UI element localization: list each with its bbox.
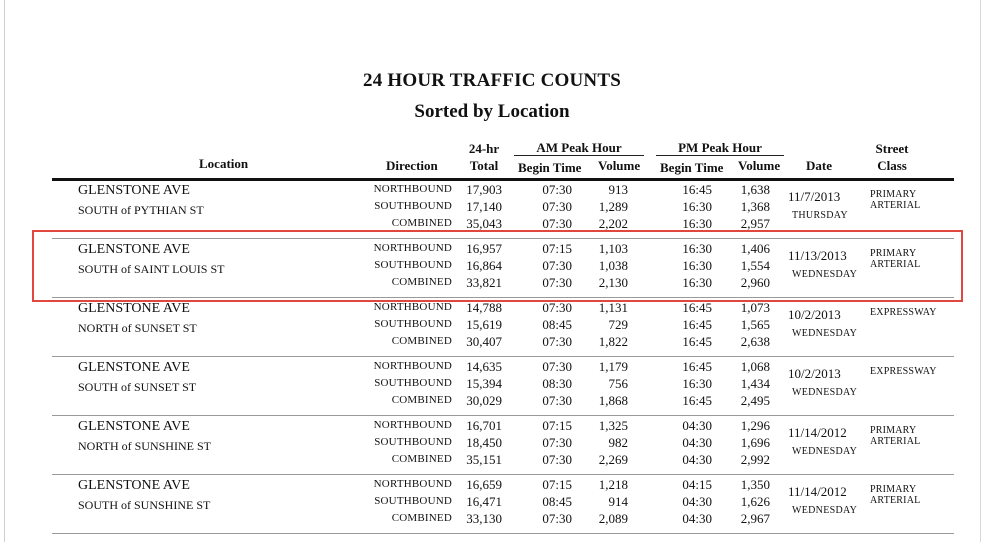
total-value: 14,635 (466, 359, 502, 374)
pm-volume: 1,296 (740, 418, 770, 433)
direction-label: NORTHBOUND (373, 301, 452, 313)
pm-volume: 2,495 (740, 393, 770, 408)
am-begin-time: 07:30 (542, 393, 572, 408)
pm-volume: 1,638 (740, 182, 770, 197)
direction-label: SOUTHBOUND (374, 318, 452, 330)
am-volume: 1,289 (598, 199, 628, 214)
am-volume: 1,131 (598, 300, 628, 315)
am-volume: 982 (608, 435, 628, 450)
pm-begin-time: 16:45 (682, 334, 712, 349)
pm-begin-time: 16:45 (682, 317, 712, 332)
header-total-line1: 24-hr (468, 141, 500, 156)
highlight-box (32, 230, 963, 302)
header-pm-begin-time: Begin Time (660, 160, 724, 175)
street-class-line1: PRIMARY (870, 248, 917, 259)
table-row (52, 299, 954, 355)
am-volume: 2,130 (598, 275, 628, 290)
street-class-line2: ARTERIAL (870, 259, 921, 270)
direction-label: SOUTHBOUND (374, 436, 452, 448)
street-class (870, 189, 920, 211)
street-class (870, 484, 920, 506)
am-begin-time: 07:15 (542, 241, 572, 256)
total-value: 18,450 (466, 435, 502, 450)
header-am-volume: Volume (598, 158, 641, 173)
location-cross-street: SOUTH of SAINT LOUIS ST (78, 262, 225, 276)
pm-begin-time: 16:30 (682, 275, 712, 290)
count-day: WEDNESDAY (792, 505, 858, 516)
am-volume: 913 (608, 182, 628, 197)
table-row (52, 417, 954, 473)
record-separator (52, 356, 954, 357)
am-begin-time: 07:30 (542, 199, 572, 214)
header-total-line2: Total (469, 158, 499, 173)
location-cross-street: NORTH of SUNSHINE ST (78, 439, 211, 453)
am-begin-time: 07:30 (542, 258, 572, 273)
table-row (52, 476, 954, 532)
direction-label: COMBINED (391, 512, 452, 524)
pm-volume: 1,350 (740, 477, 770, 492)
am-volume: 729 (608, 317, 628, 332)
street-class-line2: ARTERIAL (870, 436, 921, 447)
pm-begin-time: 04:30 (682, 435, 712, 450)
pm-begin-time: 16:30 (682, 199, 712, 214)
pm-volume: 1,068 (740, 359, 770, 374)
pm-volume: 2,960 (740, 275, 770, 290)
count-date: 11/14/2012 (788, 484, 847, 499)
am-begin-time: 07:15 (542, 418, 572, 433)
direction-label: COMBINED (391, 453, 452, 465)
total-value: 16,957 (466, 241, 502, 256)
total-value: 16,659 (466, 477, 502, 492)
street-class-line1: PRIMARY (870, 189, 917, 200)
total-value: 16,864 (466, 258, 502, 273)
total-value: 17,903 (466, 182, 502, 197)
header-date: Date (806, 158, 832, 173)
count-day: WEDNESDAY (792, 387, 858, 398)
am-volume: 914 (608, 494, 628, 509)
am-volume: 1,179 (598, 359, 628, 374)
am-begin-time: 07:30 (542, 359, 572, 374)
count-day: WEDNESDAY (792, 446, 858, 457)
total-value: 14,788 (466, 300, 502, 315)
pm-begin-time: 16:45 (682, 182, 712, 197)
direction-label: COMBINED (391, 276, 452, 288)
count-date: 10/2/2013 (788, 307, 841, 322)
am-volume: 2,089 (598, 511, 628, 526)
am-peak-underline (514, 155, 644, 156)
pm-begin-time: 04:30 (682, 418, 712, 433)
direction-label: COMBINED (391, 335, 452, 347)
total-value: 16,701 (466, 418, 502, 433)
am-begin-time: 07:15 (542, 477, 572, 492)
pm-begin-time: 04:30 (682, 511, 712, 526)
header-pm-peak: PM Peak Hour (678, 140, 762, 155)
location-cross-street: NORTH of SUNSET ST (78, 321, 197, 335)
header-am-peak: AM Peak Hour (536, 140, 622, 155)
count-date: 11/14/2012 (788, 425, 847, 440)
pm-begin-time: 16:30 (682, 376, 712, 391)
am-volume: 2,269 (598, 452, 628, 467)
direction-label: NORTHBOUND (373, 183, 452, 195)
location-street: GLENSTONE AVE (78, 419, 190, 434)
location-street: GLENSTONE AVE (78, 478, 190, 493)
pm-peak-underline (656, 155, 784, 156)
am-begin-time: 08:30 (542, 376, 572, 391)
report-subtitle: Sorted by Location (414, 101, 570, 122)
table-row (52, 181, 954, 237)
direction-label: COMBINED (391, 217, 452, 229)
header-am-begin-time: Begin Time (518, 160, 582, 175)
count-date: 11/7/2013 (788, 189, 841, 204)
am-volume: 1,868 (598, 393, 628, 408)
direction-label: SOUTHBOUND (374, 495, 452, 507)
am-volume: 1,822 (598, 334, 628, 349)
pm-volume: 1,626 (740, 494, 770, 509)
am-begin-time: 08:45 (542, 494, 572, 509)
direction-label: NORTHBOUND (373, 419, 452, 431)
am-begin-time: 07:30 (542, 435, 572, 450)
am-begin-time: 07:30 (542, 334, 572, 349)
header-direction: Direction (386, 158, 438, 173)
am-begin-time: 08:45 (542, 317, 572, 332)
pm-volume: 2,957 (740, 216, 770, 231)
location-street: GLENSTONE AVE (78, 301, 190, 316)
location-cross-street: SOUTH of SUNSET ST (78, 380, 197, 394)
direction-label: NORTHBOUND (373, 478, 452, 490)
street-class-line1: EXPRESSWAY (870, 307, 937, 318)
direction-label: NORTHBOUND (373, 242, 452, 254)
am-begin-time: 07:30 (542, 300, 572, 315)
total-value: 33,130 (466, 511, 502, 526)
total-value: 30,029 (466, 393, 502, 408)
am-volume: 1,218 (598, 477, 628, 492)
pm-volume: 1,368 (740, 199, 770, 214)
total-value: 30,407 (466, 334, 502, 349)
street-class (870, 366, 937, 377)
am-volume: 1,103 (598, 241, 628, 256)
pm-begin-time: 16:45 (682, 359, 712, 374)
am-begin-time: 07:30 (542, 216, 572, 231)
pm-begin-time: 04:30 (682, 494, 712, 509)
am-volume: 2,202 (598, 216, 628, 231)
direction-label: NORTHBOUND (373, 360, 452, 372)
am-begin-time: 07:30 (542, 275, 572, 290)
pm-begin-time: 04:30 (682, 452, 712, 467)
header-class-line1: Street (875, 141, 909, 156)
pm-begin-time: 16:30 (682, 241, 712, 256)
total-value: 33,821 (466, 275, 502, 290)
pm-volume: 2,638 (740, 334, 770, 349)
pm-begin-time: 16:45 (682, 393, 712, 408)
location-street: GLENSTONE AVE (78, 242, 190, 257)
pm-begin-time: 16:45 (682, 300, 712, 315)
direction-label: SOUTHBOUND (374, 259, 452, 271)
total-value: 15,394 (466, 376, 502, 391)
am-begin-time: 07:30 (542, 452, 572, 467)
record-separator (52, 415, 954, 416)
am-begin-time: 07:30 (542, 182, 572, 197)
am-volume: 1,325 (598, 418, 628, 433)
location-cross-street: SOUTH of PYTHIAN ST (78, 203, 204, 217)
pm-volume: 2,967 (740, 511, 770, 526)
am-volume: 1,038 (598, 258, 628, 273)
direction-label: SOUTHBOUND (374, 200, 452, 212)
pm-volume: 1,565 (740, 317, 770, 332)
street-class-line2: ARTERIAL (870, 495, 921, 506)
total-value: 17,140 (466, 199, 502, 214)
pm-volume: 2,992 (740, 452, 770, 467)
report-title: 24 HOUR TRAFFIC COUNTS (363, 70, 621, 91)
header-location: Location (199, 156, 249, 171)
table-row (52, 358, 954, 414)
count-day: WEDNESDAY (792, 328, 858, 339)
pm-volume: 1,554 (740, 258, 770, 273)
header-class-line2: Class (877, 158, 907, 173)
pm-volume: 1,696 (740, 435, 770, 450)
pm-volume: 1,434 (740, 376, 770, 391)
am-volume: 756 (608, 376, 628, 391)
street-class (870, 425, 920, 447)
street-class-line1: EXPRESSWAY (870, 366, 937, 377)
location-street: GLENSTONE AVE (78, 183, 190, 198)
location-street: GLENSTONE AVE (78, 360, 190, 375)
location-cross-street: SOUTH of SUNSHINE ST (78, 498, 211, 512)
street-class-line1: PRIMARY (870, 425, 917, 436)
pm-volume: 1,073 (740, 300, 770, 315)
count-date: 10/2/2013 (788, 366, 841, 381)
count-day: WEDNESDAY (792, 269, 858, 280)
am-begin-time: 07:30 (542, 511, 572, 526)
pm-volume: 1,406 (740, 241, 770, 256)
total-value: 15,619 (466, 317, 502, 332)
total-value: 16,471 (466, 494, 502, 509)
pm-begin-time: 16:30 (682, 258, 712, 273)
direction-label: SOUTHBOUND (374, 377, 452, 389)
record-separator (52, 474, 954, 475)
count-date: 11/13/2013 (788, 248, 847, 263)
street-class (870, 307, 937, 318)
street-class-line2: ARTERIAL (870, 200, 921, 211)
record-separator (52, 533, 954, 534)
street-class-line1: PRIMARY (870, 484, 917, 495)
total-value: 35,043 (466, 216, 502, 231)
count-day: THURSDAY (792, 210, 848, 221)
total-value: 35,151 (466, 452, 502, 467)
direction-label: COMBINED (391, 394, 452, 406)
pm-begin-time: 04:15 (682, 477, 712, 492)
pm-begin-time: 16:30 (682, 216, 712, 231)
header-pm-volume: Volume (738, 158, 781, 173)
